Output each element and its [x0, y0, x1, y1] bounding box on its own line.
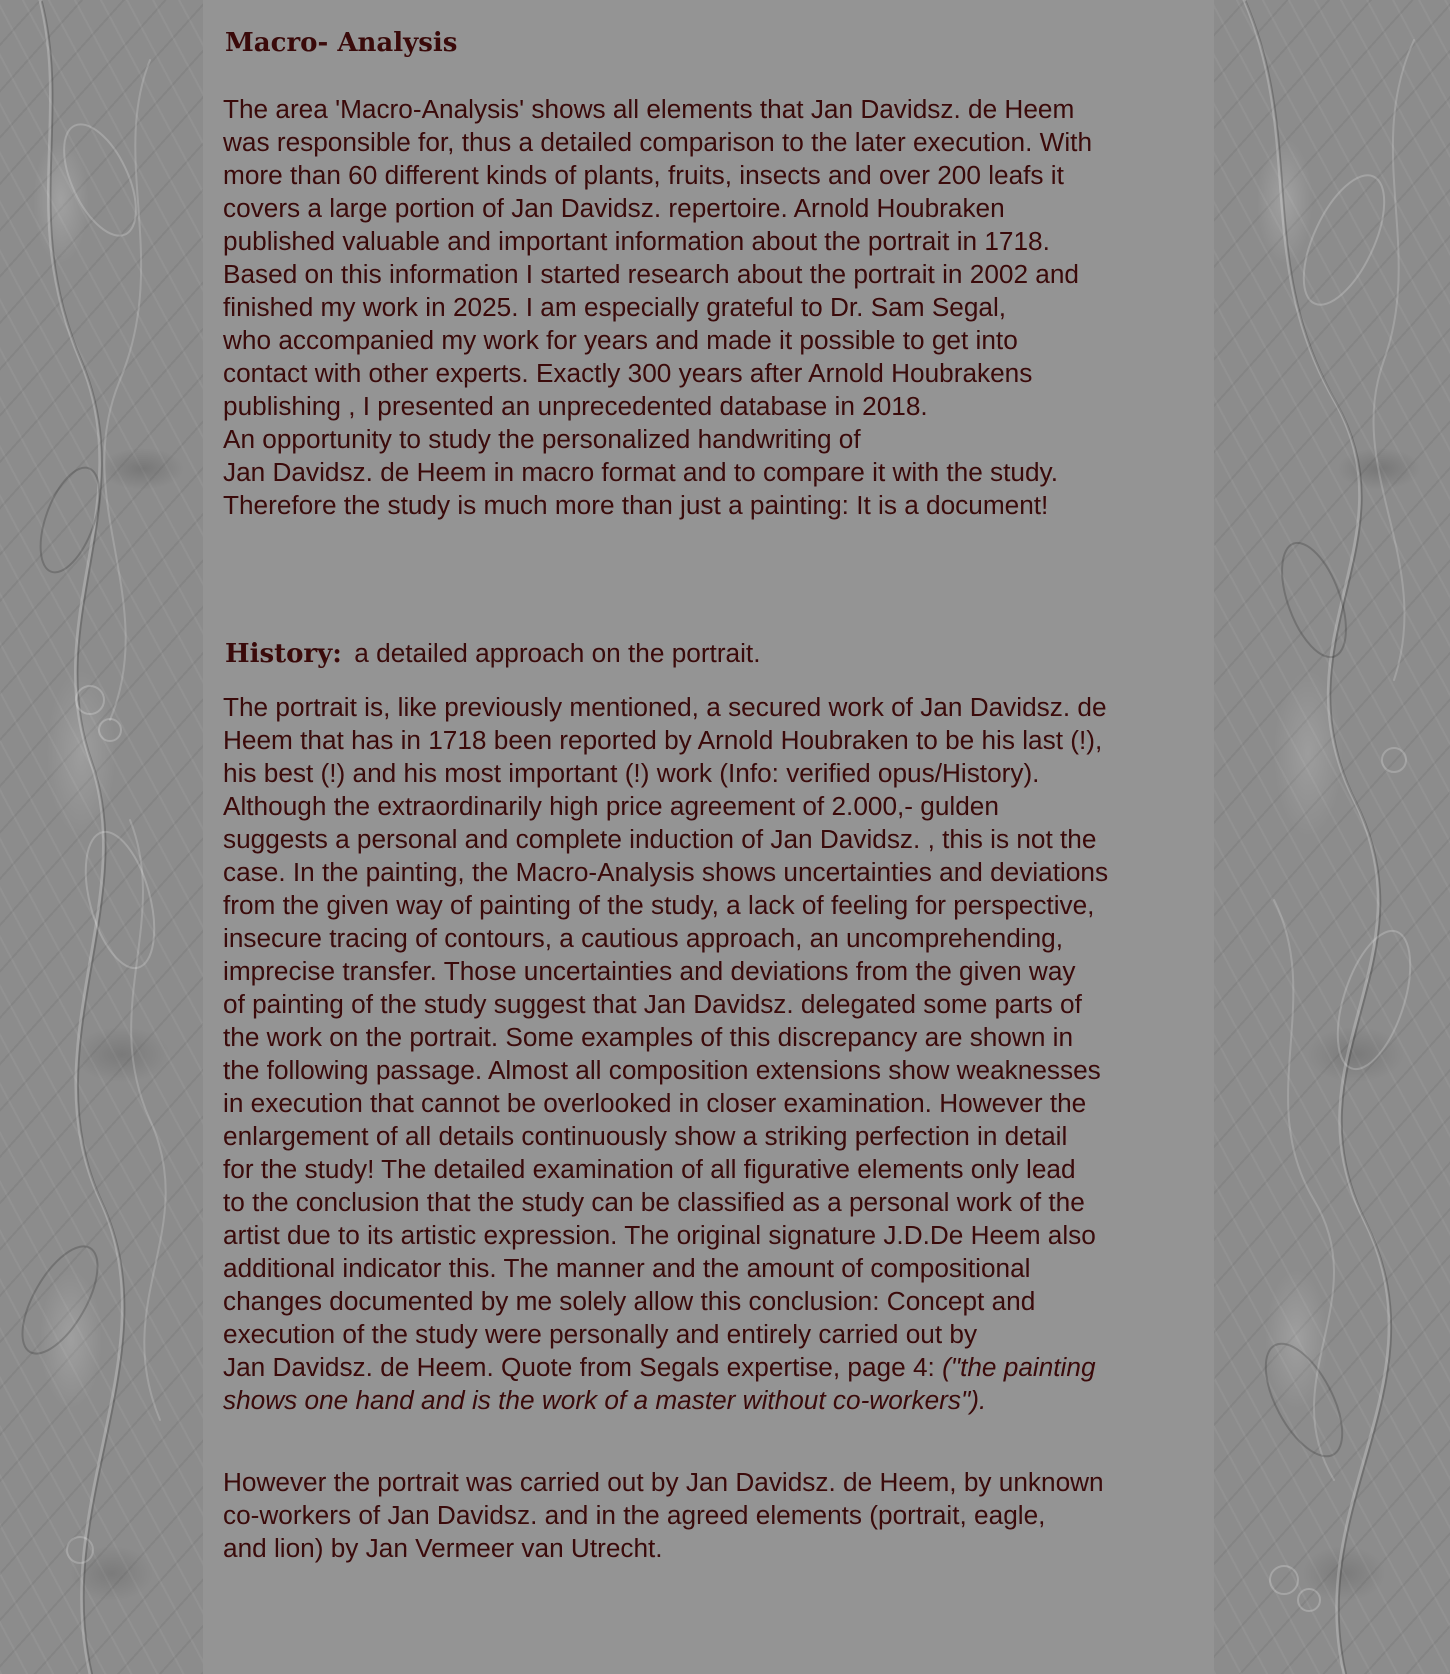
text-line: covers a large portion of Jan Davidsz. repertoire. Arnold Houbraken	[223, 193, 1005, 223]
closing-paragraph	[223, 1466, 1213, 1565]
text-line: execution of the study were personally and entirely carried out by	[223, 1319, 978, 1349]
text-line: Although the extraordinarily high price agreement of 2.000,- gulden	[223, 791, 999, 821]
text-line: from the given way of painting of the study, a lack of feeling for perspective,	[223, 890, 1095, 920]
quote-italic-end: shows one hand and is the work of a master without co-workers").	[223, 1385, 987, 1415]
text-line: co-workers of Jan Davidsz. and in the agreed elements (portrait, eagle,	[223, 1500, 1046, 1530]
history-heading: History:	[225, 639, 342, 669]
macro-analysis-heading: Macro- Analysis	[225, 28, 458, 58]
text-line: changes documented by me solely allow this conclusion: Concept and	[223, 1286, 1036, 1316]
text-line: in execution that cannot be overlooked in closer examination. However the	[223, 1088, 1087, 1118]
text-line: the following passage. Almost all composition extensions show weaknesses	[223, 1055, 1101, 1085]
text-line: for the study! The detailed examination of all figurative elements only lead	[223, 1154, 1076, 1184]
quote-italic-start: ("the painting	[942, 1352, 1096, 1382]
quote-prefix: Jan Davidsz. de Heem. Quote from Segals expertise, page 4:	[223, 1352, 943, 1382]
text-line: of painting of the study suggest that Jan Davidsz. delegated some parts of	[223, 989, 1082, 1019]
right-decorative-border	[1214, 0, 1450, 1674]
text-line: published valuable and important information about the portrait in 1718.	[223, 226, 1050, 256]
text-line: who accompanied my work for years and made it possible to get into	[223, 325, 1018, 355]
text-line: contact with other experts. Exactly 300 years after Arnold Houbrakens	[223, 358, 1033, 388]
text-line: The area 'Macro-Analysis' shows all elements that Jan Davidsz. de Heem	[223, 94, 1075, 124]
text-line: suggests a personal and complete induction of Jan Davidsz. , this is not the	[223, 824, 1097, 854]
text-line: additional indicator this. The manner and the amount of compositional	[223, 1253, 1031, 1283]
text-line: and lion) by Jan Vermeer van Utrecht.	[223, 1533, 663, 1563]
macro-analysis-paragraph	[223, 93, 1213, 522]
text-line: case. In the painting, the Macro-Analysis shows uncertainties and deviations	[223, 857, 1109, 887]
text-line: to the conclusion that the study can be classified as a personal work of the	[223, 1187, 1085, 1217]
text-line: his best (!) and his most important (!) work (Info: verified opus/History).	[223, 758, 1040, 788]
text-line: the work on the portrait. Some examples of this discrepancy are shown in	[223, 1022, 1074, 1052]
text-line: was responsible for, thus a detailed comparison to the later execution. With	[223, 127, 1093, 157]
embossed-plant-pattern-right	[1214, 0, 1450, 1674]
text-line: Jan Davidsz. de Heem in macro format and to compare it with the study.	[223, 457, 1058, 487]
history-paragraph	[223, 691, 1213, 1417]
text-line: Therefore the study is much more than just a painting: It is a document!	[223, 490, 1049, 520]
text-line: publishing , I presented an unprecedented database in 2018.	[223, 391, 928, 421]
text-line: artist due to its artistic expression. The original signature J.D.De Heem also	[223, 1220, 1096, 1250]
history-subtitle: a detailed approach on the portrait.	[354, 638, 761, 668]
text-line: Based on this information I started research about the portrait in 2002 and	[223, 259, 1079, 289]
text-line: finished my work in 2025. I am especially grateful to Dr. Sam Segal,	[223, 292, 1007, 322]
text-line: imprecise transfer. Those uncertainties and deviations from the given way	[223, 956, 1076, 986]
text-line: insecure tracing of contours, a cautious approach, an uncomprehending,	[223, 923, 1063, 953]
text-line: Heem that has in 1718 been reported by Arnold Houbraken to be his last (!),	[223, 725, 1103, 755]
text-line: more than 60 different kinds of plants, fruits, insects and over 200 leafs it	[223, 160, 1064, 190]
left-decorative-border	[0, 0, 203, 1674]
text-line: However the portrait was carried out by Jan Davidsz. de Heem, by unknown	[223, 1467, 1104, 1497]
text-line: enlargement of all details continuously show a striking perfection in detail	[223, 1121, 1068, 1151]
content-panel	[203, 0, 1214, 1674]
embossed-plant-pattern-left	[0, 0, 203, 1674]
text-line: The portrait is, like previously mentioned, a secured work of Jan Davidsz. de	[223, 692, 1107, 722]
quote-line	[223, 1351, 1213, 1384]
text-line: An opportunity to study the personalized handwriting of	[223, 424, 861, 454]
history-heading-row	[225, 638, 761, 669]
